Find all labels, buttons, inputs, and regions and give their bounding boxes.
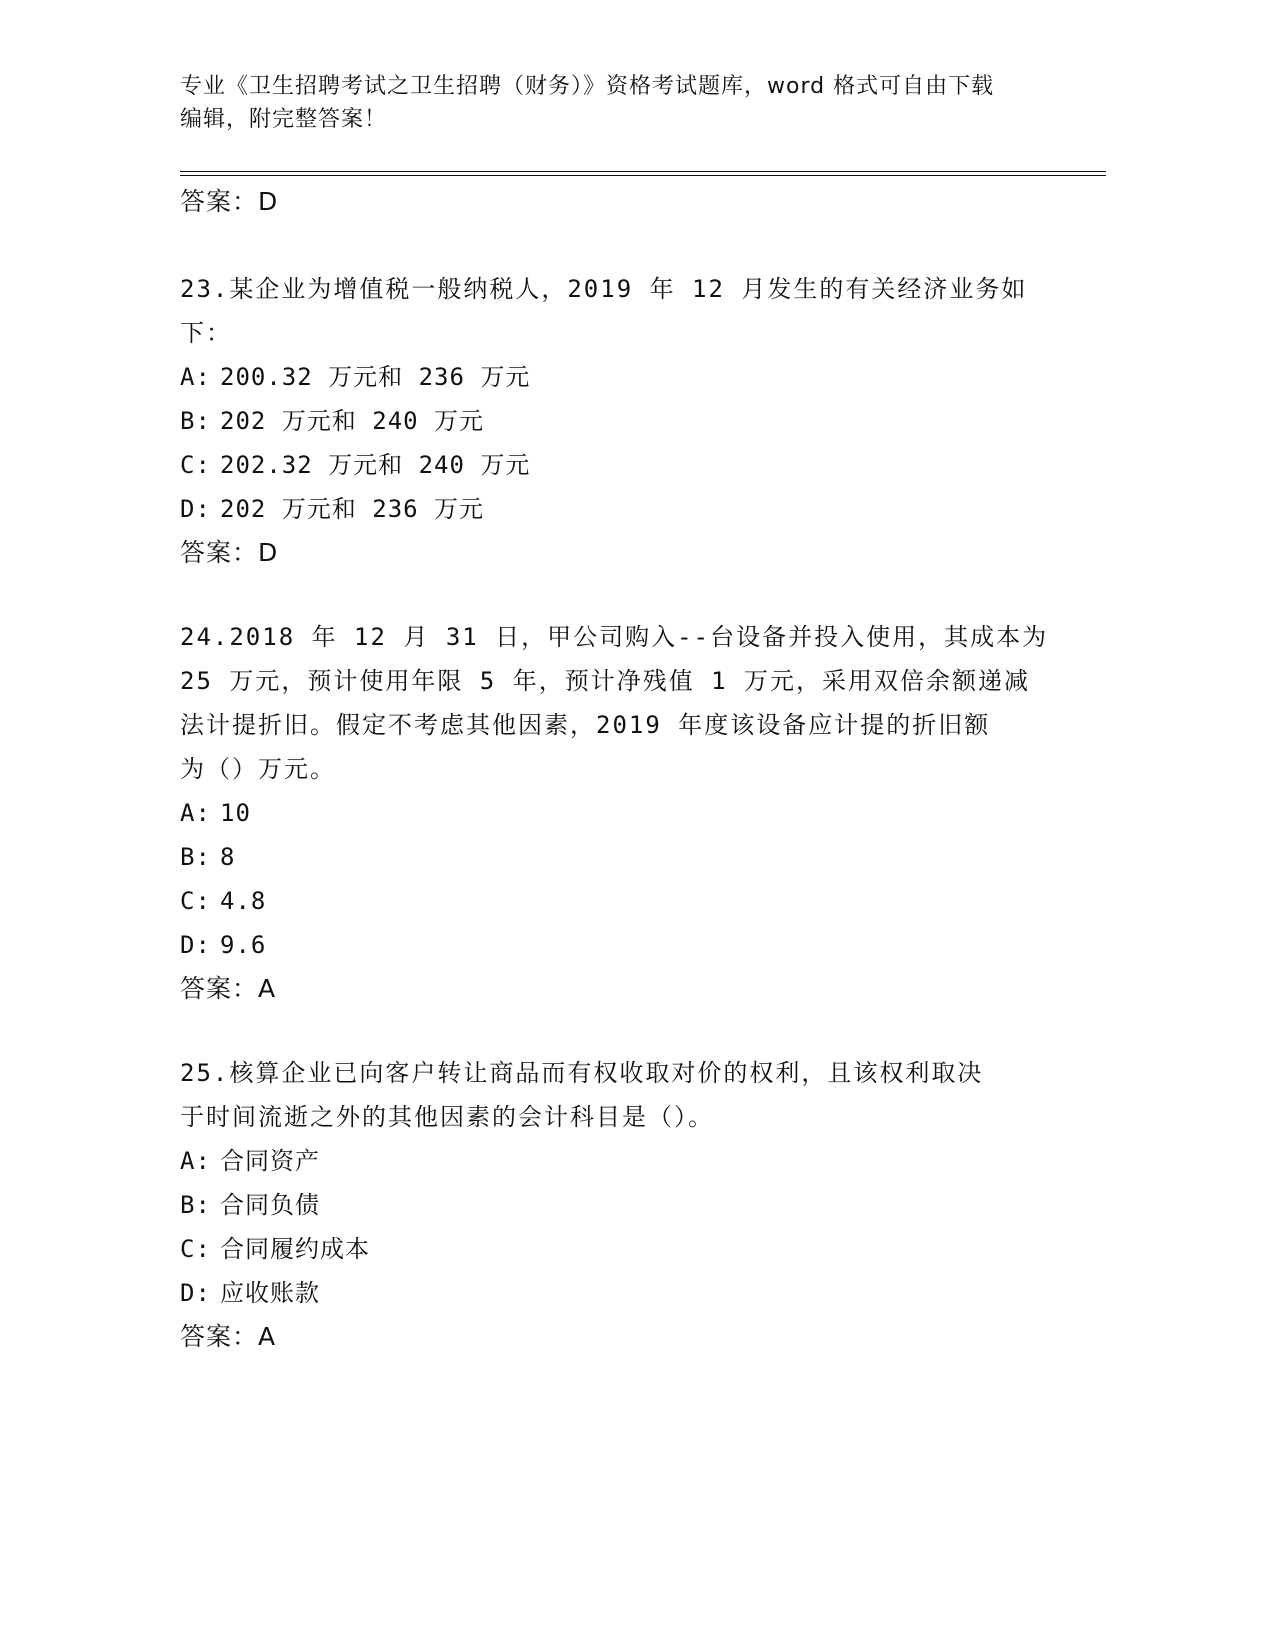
question-text-line: 23.某企业为增值税一般纳税人，2019 年 12 月发生的有关经济业务如 [180, 275, 1028, 303]
option-text: 4.8 [220, 887, 267, 915]
option-text: 202 万元和 240 万元 [220, 407, 485, 435]
option-text: 202 万元和 236 万元 [220, 495, 485, 523]
option-key: C: [180, 1235, 211, 1263]
option-key: A: [180, 799, 211, 827]
question-text-line: 法计提折旧。假定不考虑其他因素，2019 年度该设备应计提的折旧额 [180, 711, 991, 739]
option-key: B: [180, 843, 211, 871]
option-a [180, 1139, 1040, 1183]
option-key: C: [180, 451, 211, 479]
answer-label: 答案：A [180, 1322, 277, 1351]
question-text-line: 24.2018 年 12 月 31 日，甲公司购入--台设备并投入使用，其成本为 [180, 623, 1049, 651]
previous-answer-block [180, 180, 1040, 224]
option-key: D: [180, 1279, 211, 1307]
option-c [180, 879, 1040, 923]
option-key: D: [180, 495, 211, 523]
question-25 [180, 1051, 1040, 1359]
document-header [180, 70, 1040, 136]
question-text-line: 25 万元，预计使用年限 5 年，预计净残值 1 万元，采用双倍余额递减 [180, 667, 1031, 695]
question-text-line: 为（）万元。 [180, 755, 336, 783]
answer-label: 答案：A [180, 974, 277, 1003]
option-text: 合同负债 [220, 1191, 320, 1219]
option-d [180, 487, 1040, 531]
option-b [180, 835, 1040, 879]
option-text: 合同履约成本 [220, 1235, 370, 1263]
option-b [180, 399, 1040, 443]
option-text: 合同资产 [220, 1147, 320, 1175]
option-key: C: [180, 887, 211, 915]
option-key: B: [180, 1191, 211, 1219]
option-text: 9.6 [220, 931, 267, 959]
option-text: 202.32 万元和 240 万元 [220, 451, 531, 479]
answer-label: 答案：D [180, 187, 279, 216]
option-c [180, 443, 1040, 487]
option-text: 8 [220, 843, 236, 871]
option-key: B: [180, 407, 211, 435]
option-d [180, 923, 1040, 967]
question-text-line: 下： [180, 319, 232, 347]
header-line-1: 专业《卫生招聘考试之卫生招聘（财务）》资格考试题库，word 格式可自由下载 [180, 74, 995, 99]
answer-label: 答案：D [180, 538, 279, 567]
option-a [180, 791, 1040, 835]
option-a [180, 355, 1040, 399]
header-divider-top [180, 171, 1106, 172]
option-text: 应收账款 [220, 1279, 320, 1307]
question-text-line: 于时间流逝之外的其他因素的会计科目是（）。 [180, 1103, 714, 1131]
option-key: A: [180, 1147, 211, 1175]
option-c [180, 1227, 1040, 1271]
header-divider-bottom [180, 175, 1106, 176]
header-line-2: 编辑，附完整答案！ [180, 107, 388, 132]
option-text: 10 [220, 799, 251, 827]
option-text: 200.32 万元和 236 万元 [220, 363, 531, 391]
question-text-line: 25.核算企业已向客户转让商品而有权收取对价的权利，且该权利取决 [180, 1059, 984, 1087]
option-key: D: [180, 931, 211, 959]
option-key: A: [180, 363, 211, 391]
option-b [180, 1183, 1040, 1227]
question-23 [180, 267, 1040, 575]
question-24 [180, 615, 1049, 1011]
option-d [180, 1271, 1040, 1315]
